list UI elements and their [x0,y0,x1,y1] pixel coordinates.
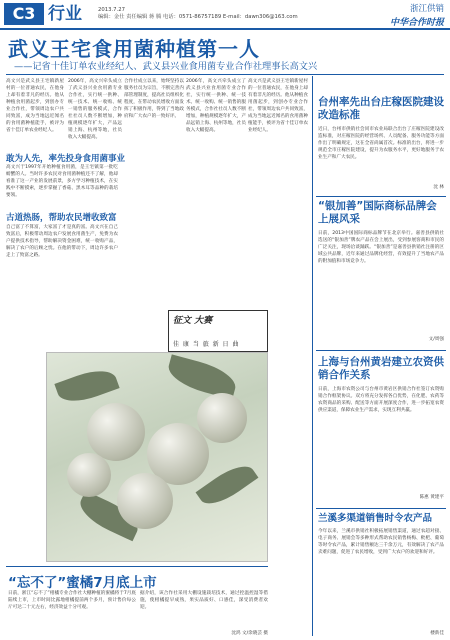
lead-headline: 武义王宅食用菌种植第一人 [8,37,260,61]
news4-byline: 楼新佳 [430,631,444,636]
news2-headline [318,200,444,226]
orange-fruit [197,393,247,443]
news1-byline: 沈 林 [433,185,444,190]
news4-headline: 兰溪多渠道销售时令农产品 [318,513,433,524]
news3-rule [316,350,446,351]
news2-rule [316,196,446,197]
orange-photo [46,352,268,562]
lead-paragraph: 自己富了不算富，大家富了才是真的富。高文兴在自己致富后，积极带动周边农户发展食用菌生产，免费为农户提供技术指导，帮助解决资金困难，统一收购产品，解决了农户的后顾之忧。在他的带动下，周边许多农户走上了致富之路。 [6,225,118,258]
feature-paragraph: 日前，浙江“忘不了”柑橘专业合作社大棚种植的蜜橘将于7月底陆续上市，上市时间比露地柑橘提前两个多月，预计售价每公斤可达二十元左右，经济效益十分可观。 [8,591,136,610]
section-title: 行业 [48,4,82,24]
lead-subhead: ——记省十佳订单农业经纪人、武义县兴业食用菌专业合作社理事长高文兴 [14,61,318,72]
lead-rule [6,74,444,75]
news3-headline-text: 上海与台州黄岩建立农资供销合作关系 [318,356,444,381]
feature-rule [6,566,268,567]
orange-fruit [117,473,173,529]
orange-fruit [87,403,145,461]
issue-date: 2013.7.27 [98,7,125,13]
feature-headline: “忘不了”蜜橘7月底上市 [8,575,157,591]
editor-contact: 编辑：金仕 责任编辑 蒋 腾 电话：0571-86757189 E-mail：dawn306@163.com [98,14,298,20]
news2-byline: 文/周强 [428,337,444,342]
lead-paragraph: 合作社成立以来，始终坚持以服务社员为宗旨，不断完善内部管理制度，提高社员组织化程度，在带动农民增收方面发挥了积极作用，得到了当地政府和广大农户的一致好评。 [124,79,184,119]
lead-subtitle-2: 古道热肠，帮助农民增收致富 [6,213,117,223]
news4-rule [316,508,446,509]
paper-name: 中华合作时报 [389,18,444,28]
column-divider [312,76,313,636]
news3-paragraph: 日前，上海市农资公司与台州市黄岩区供销合作社签订农资购销合作框架协议。双方将充分发挥各自优势，在化肥、农药等农资商品的采购、配送等方面开展深度合作，进一步拓宽农资供应渠道，保障农业生产需求，实现互利共赢。 [318,387,444,413]
lead-paragraph: 高文兴于1997年开始种植食用菌，是王宅镇第一批吃螃蟹的人。当时许多农民对食用菌种植还不了解，他却看准了这一产业的发展前景，多方学习种植技术，在实践中不断摸索，逐步掌握了香菇、黑木耳等品种的栽培要领。 [6,165,118,198]
news1-headline [318,96,444,122]
news3-byline: 陈惠 黄建平 [419,495,444,500]
logo-caption: 佳 康 当 旅 新 日 曲 [173,341,240,348]
feature-byline: 沈鸿 文/余晓芸 摄 [231,631,268,636]
news1-paragraph: 近日，台州市供销社会同市农业局联合出台了庄稼医院建设改造标准，对庄稼医院的经营场所、人员配备、服务功能等方面作出了明确规定，这在全省尚属首次。标准的出台，将进一步规范全市庄稼医院建设，提升为农服务水平，更好地服务于农业生产和广大农民。 [318,127,444,160]
news4-paragraph: 今年以来，兰溪市供销社积极拓展销售渠道，通过农超对接、电子商务、展销会等多种形式帮助农民销售杨梅、枇杷、葡萄等时令农产品，累计销售额达三千余万元，有效解决了农产品卖难问题，促进了农民增收，受到广大农户的欢迎和好评。 [318,529,444,555]
page-number: C3 [4,3,44,25]
news3-headline [318,356,444,382]
orange-fruit [67,453,111,497]
paper-subtitle: 浙江供销 [409,4,444,14]
leaf-shape [54,364,119,409]
news1-headline-text: 台州率先出台庄稼医院建设改造标准 [318,96,444,121]
lead-paragraph: 高文兴是武义县王宅镇新屋村的一位普通农民，在他身上却有着非凡的经历。他从种植食用菌起步，到创办专业合作社，带领周边农户共同致富，成为当地远近闻名的食用菌种植能手，被评为省十佳订单农业经纪人。 [248,79,308,133]
feature-paragraph: 据介绍，该合作社采用大棚设施栽培技术，通过控温控湿等措施，使柑橘提早成熟，果实品质好、口感佳，深受消费者欢迎。 [140,591,268,610]
lead-paragraph: 2006年，高文兴牵头成立了武义县兴业食用菌专业合作社，实行统一供种、统一技术、统一收购、统一销售的服务模式，合作社社员人数不断增加，种植规模逐年扩大，产品远销上海、杭州等地，社员收入大幅提高。 [68,79,122,140]
contest-logo [168,310,268,352]
lead-paragraph: 2006年，高文兴牵头成立了武义县兴业食用菌专业合作社，实行统一供种、统一技术、统一收购、统一销售的服务模式，合作社社员人数不断增加，种植规模逐年扩大，产品远销上海、杭州等地，社员收入大幅提高。 [186,79,246,133]
news2-paragraph: 日前，2013中国国际商标品牌节在北京举行。嘉善县供销社选送的“银加善”牌农产品在会上展出，受到参展客商和市民的广泛关注，现场洽谈踊跃。“银加善”是嘉善县供销社注册的区域公共品牌，近年来通过品牌化经营，有效提升了当地农产品的附加值和市场竞争力。 [318,231,444,264]
masthead-meta [98,7,298,21]
lead-paragraph: 高文兴是武义县王宅镇新屋村的一位普通农民，在他身上却有着非凡的经历。他从种植食用菌起步，到创办专业合作社，带领周边农户共同致富，成为当地远近闻名的食用菌种植能手，被评为省十佳订单农业经纪人。 [6,79,64,133]
lead-subtitle-1: 敢为人先，率先投身食用菌事业 [6,154,126,164]
logo-title: 征文 大赛 [173,316,213,326]
news2-headline-text: “银加善”国际商标品牌会上展风采 [318,200,437,225]
